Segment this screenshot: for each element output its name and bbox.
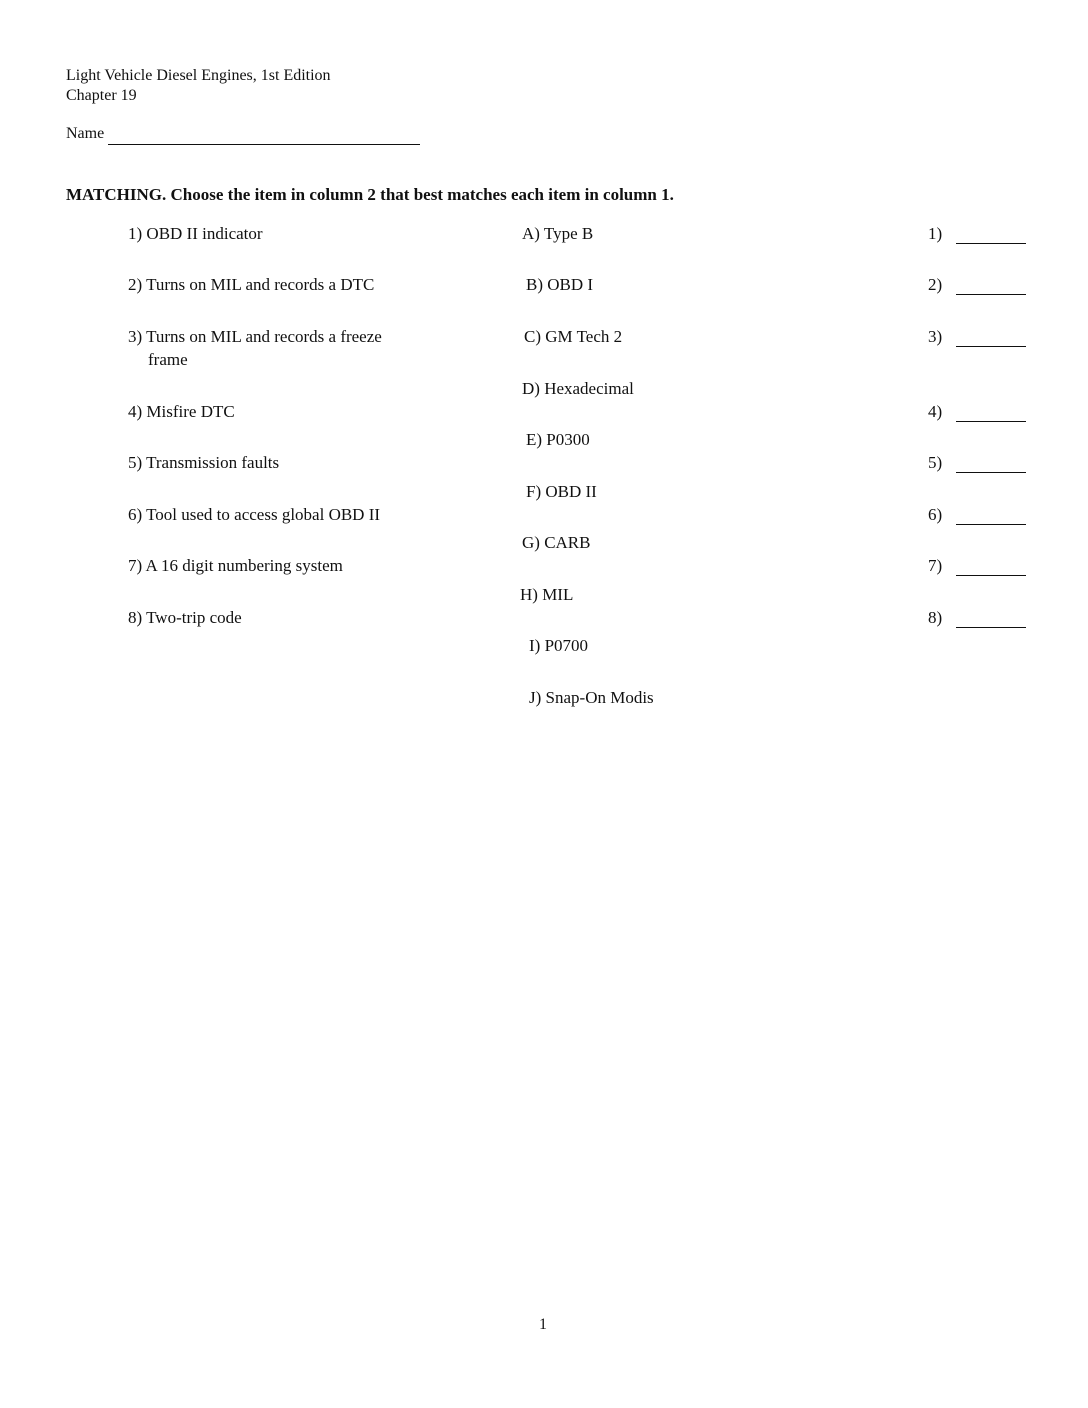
answer-blank-7[interactable]: [956, 575, 1026, 576]
column2-option-d: D) Hexadecimal: [522, 379, 634, 398]
answer-blank-2[interactable]: [956, 294, 1026, 295]
column2-option-j: J) Snap-On Modis: [529, 688, 654, 707]
matching-instructions: MATCHING. Choose the item in column 2 that best matches each item in column 1.: [66, 185, 674, 204]
answer-label-1: 1): [928, 224, 943, 243]
answer-label-6: 6): [928, 505, 943, 524]
name-field-line[interactable]: [108, 144, 420, 145]
column1-item-1: 1) OBD II indicator: [128, 224, 263, 243]
answer-blank-1[interactable]: [956, 243, 1026, 244]
column1-item-3: 3) Turns on MIL and records a freeze: [128, 327, 382, 346]
column2-option-f: F) OBD II: [526, 482, 597, 501]
column1-item-6: 6) Tool used to access global OBD II: [128, 505, 381, 524]
column2-option-a: A) Type B: [522, 224, 594, 243]
column2-option-i: I) P0700: [529, 636, 589, 655]
answer-blank-6[interactable]: [956, 524, 1026, 525]
answer-label-5: 5): [928, 453, 943, 472]
answer-blank-8[interactable]: [956, 627, 1026, 628]
answer-blank-5[interactable]: [956, 472, 1026, 473]
column2-option-c: C) GM Tech 2: [524, 327, 623, 346]
column1-item-4: 4) Misfire DTC: [128, 402, 235, 421]
column1-item-5: 5) Transmission faults: [128, 453, 280, 472]
column2-option-b: B) OBD I: [526, 275, 594, 294]
column2-option-e: E) P0300: [526, 430, 590, 449]
name-label: Name: [66, 125, 105, 142]
column1-item-8: 8) Two-trip code: [128, 608, 242, 627]
answer-label-7: 7): [928, 556, 943, 575]
answer-label-4: 4): [928, 402, 943, 421]
answer-blank-3[interactable]: [956, 346, 1026, 347]
column1-item-3-continued: frame: [148, 350, 188, 369]
page-number: 1: [539, 1316, 547, 1333]
book-title: Light Vehicle Diesel Engines, 1st Edition: [66, 67, 331, 84]
column1-item-7: 7) A 16 digit numbering system: [128, 556, 343, 575]
answer-label-3: 3): [928, 327, 943, 346]
column1-item-2: 2) Turns on MIL and records a DTC: [128, 275, 375, 294]
column2-option-h: H) MIL: [520, 585, 574, 604]
answer-label-2: 2): [928, 275, 943, 294]
answer-blank-4[interactable]: [956, 421, 1026, 422]
answer-label-8: 8): [928, 608, 943, 627]
chapter-label: Chapter 19: [66, 87, 137, 104]
column2-option-g: G) CARB: [522, 533, 591, 552]
